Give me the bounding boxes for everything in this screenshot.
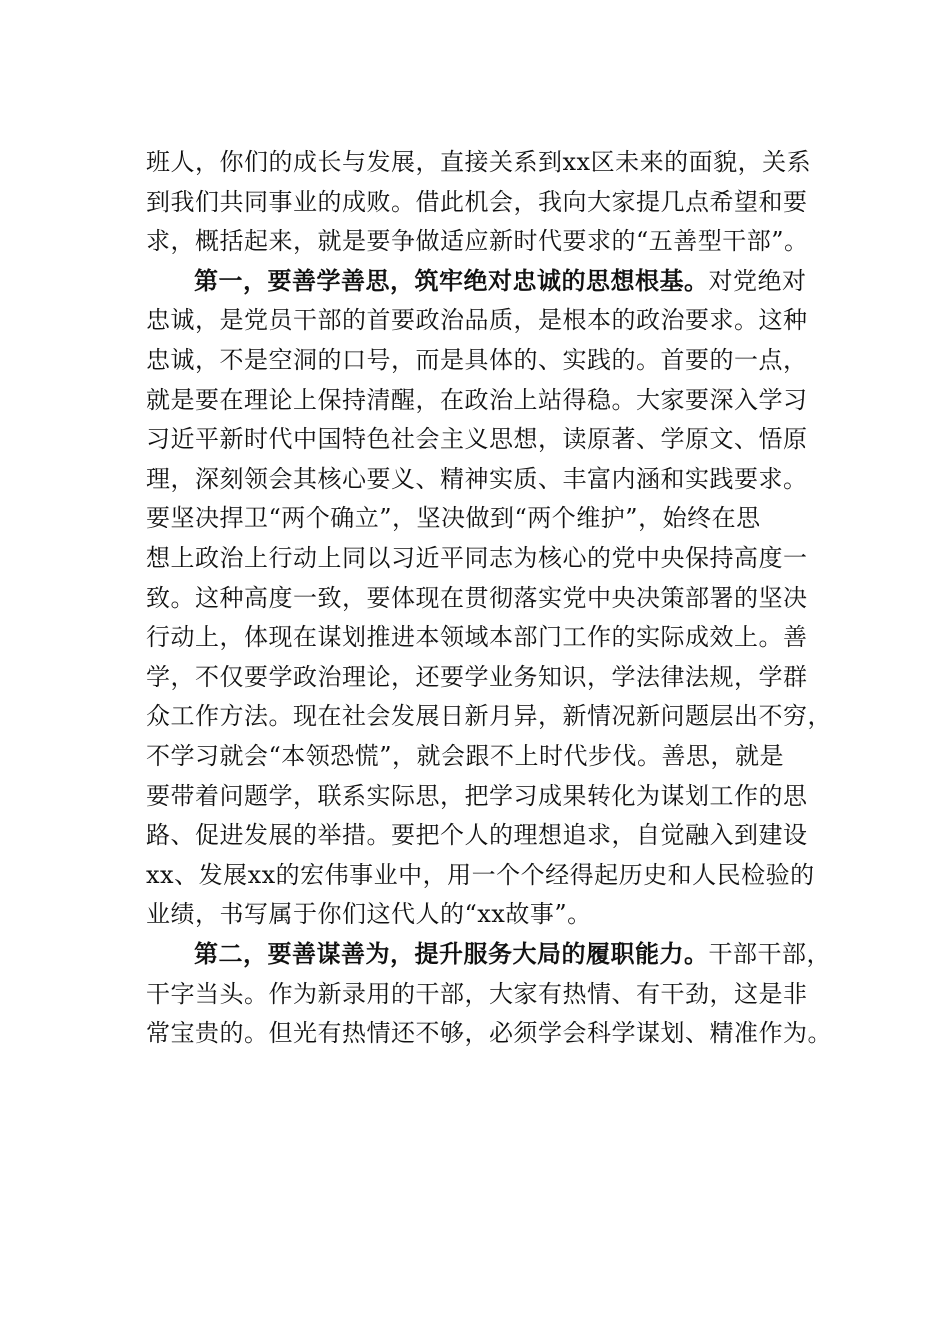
text-line	[146, 182, 846, 222]
text-line	[146, 855, 846, 895]
body-text: 路、促进发展的举措。要把个人的理想追求，自觉融入到建设	[146, 821, 808, 850]
section-heading: 第一，要善学善思，筑牢绝对忠诚的思想根基。	[194, 265, 709, 295]
body-text: 要坚决捍卫“两个确立”，坚决做到“两个维护”，始终在思	[146, 504, 761, 533]
text-line	[146, 736, 846, 776]
text-line	[146, 696, 846, 736]
text-line	[146, 538, 846, 578]
text-line	[146, 419, 846, 459]
text-line	[146, 776, 846, 816]
body-text: 就是要在理论上保持清醒，在政治上站得稳。大家要深入学习	[146, 385, 808, 414]
text-line	[146, 300, 846, 340]
text-line	[146, 1013, 846, 1053]
body-text: 致。这种高度一致，要体现在贯彻落实党中央决策部署的坚决	[146, 583, 808, 612]
text-line	[194, 261, 846, 301]
body-text: 业绩，书写属于你们这代人的“xx故事”。	[146, 900, 592, 929]
text-line	[194, 934, 846, 974]
body-text: 求，概括起来，就是要争做适应新时代要求的“五善型干部”。	[146, 227, 809, 256]
body-text: 习近平新时代中国特色社会主义思想，读原著、学原文、悟原	[146, 425, 808, 454]
body-text: 想上政治上行动上同以习近平同志为核心的党中央保持高度一	[146, 544, 808, 572]
body-text: 对党绝对	[708, 266, 807, 295]
text-line	[146, 657, 846, 697]
body-text: 忠诚，不是空洞的口号，而是具体的、实践的。首要的一点，	[146, 346, 808, 374]
body-text: 班人，你们的成长与发展，直接关系到xx区未来的面貌，关系	[146, 148, 812, 176]
body-text: 忠诚，是党员干部的首要政治品质，是根本的政治要求。这种	[146, 306, 808, 335]
text-line	[146, 142, 846, 182]
body-text: 到我们共同事业的成败。借此机会，我向大家提几点希望和要	[146, 187, 808, 216]
section-heading: 第二，要善谋善为，提升服务大局的履职能力。	[194, 939, 709, 968]
body-text: 理，深刻领会其核心要义、精神实质、丰富内涵和实践要求。	[146, 464, 808, 493]
text-line	[146, 578, 846, 618]
text-line	[146, 617, 846, 657]
text-line	[146, 380, 846, 420]
body-text: 行动上，体现在谋划推进本领域本部门工作的实际成效上。善	[146, 623, 808, 652]
body-text: 不学习就会“本领恐慌”，就会跟不上时代步伐。善思，就是	[146, 742, 785, 770]
body-text: 干部干部，	[708, 940, 831, 968]
body-text: 要带着问题学，联系实际思，把学习成果转化为谋划工作的思	[146, 781, 808, 810]
text-line	[146, 974, 846, 1014]
text-line	[146, 459, 846, 499]
text-line	[146, 815, 846, 855]
text-line	[146, 340, 846, 380]
body-text: 众工作方法。现在社会发展日新月异，新情况新问题层出不穷，	[146, 702, 832, 731]
body-text: 常宝贵的。但光有热情还不够，必须学会科学谋划、精准作为。	[146, 1019, 832, 1048]
text-line	[146, 894, 846, 934]
body-text: 干字当头。作为新录用的干部，大家有热情、有干劲，这是非	[146, 979, 808, 1008]
text-line	[146, 221, 846, 261]
body-text: 学，不仅要学政治理论，还要学业务知识，学法律法规，学群	[146, 662, 808, 691]
body-text: xx、发展xx的宏伟事业中，用一个个经得起历史和人民检验的	[146, 860, 815, 889]
text-line	[146, 498, 846, 538]
